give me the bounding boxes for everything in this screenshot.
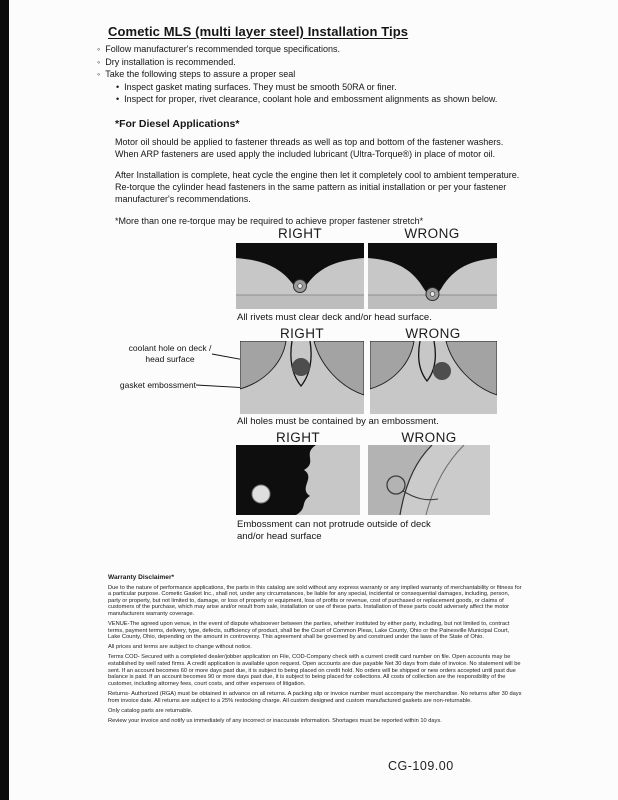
disclaimer-section — [108, 575, 522, 728]
coolant-wrong-illustration — [370, 341, 497, 414]
row3-caption: Embossment can not protrude outside of deck and/or head surface — [237, 519, 431, 542]
row2-caption: All holes must be contained by an embossment. — [237, 416, 439, 427]
disclaimer-heading: Warranty Disclaimer* — [108, 574, 175, 581]
disclaimer-paragraph: Returns- Authorized (RGA) must be obtained in advance on all returns. A packing slip or invoice number must accompany the merchandise. No returns after 30 days from invoice date. All returns are subject to a 25% restocking charge. All custom designed and custom manufactured gaskets are non-returnable. — [108, 690, 522, 704]
disclaimer-paragraph: Review your invoice and notify us immediately of any incorrect or inaccurate information. Shortages must be reported within 10 days. — [108, 717, 442, 724]
row2-wrong-label: WRONG — [405, 326, 461, 341]
embossment-callout-label: gasket embossment — [119, 380, 196, 390]
coolant-right-illustration — [240, 341, 364, 414]
bolt-hole-icon — [252, 485, 270, 503]
coolant-hole-icon — [433, 362, 451, 380]
row1-right-label: RIGHT — [278, 226, 322, 241]
diesel-section — [115, 118, 527, 227]
diesel-paragraph-1: Motor oil should be applied to fastener threads as well as top and bottom of the fastener washers. When ARP fasteners are used apply the included lubricant (Ultra-Torque®) in place of motor oil. — [115, 137, 504, 159]
embossment-wrong-illustration — [368, 445, 490, 515]
tip-subitem: • Inspect for proper, rivet clearance, coolant hole and embossment alignments as shown below. — [116, 93, 567, 106]
embossment-wrong-diagram — [368, 445, 490, 515]
diesel-paragraph-2: After Installation is complete, heat cycle the engine then let it completely cool to ambient temperature. Re-torque the cylinder head fasteners in the same pattern as initial installation or per your fastener manufacturer's recommendations. — [115, 170, 520, 204]
row3-right-label: RIGHT — [276, 430, 320, 445]
disclaimer-paragraph: Terms COD- Secured with a completed dealer/jobber application on File, COD-Company check with a current credit card number on file. Open accounts may be established by well rated firms. A credit application is available upon request. Open accounts are due payable Net 30 days from date of invoice. No statement will be sent. If an account becomes 60 or more days past due, it is subject to being placed on credit hold. No orders will be shipped or new orders accepted until past due balance is paid. If an account becomes 90 or more days past due, it is subject to being placed for collections. All costs of collection are the responsibility of the customer, including attorney fees, court costs, and other expenses of litigation. — [108, 654, 521, 687]
rivet-wrong-diagram — [368, 243, 497, 309]
coolant-wrong-diagram — [370, 341, 497, 414]
row1-caption: All rivets must clear deck and/or head surface. — [237, 312, 432, 323]
row3-wrong-label: WRONG — [401, 430, 457, 445]
embossment-right-illustration — [236, 445, 360, 515]
tip-item: ◦ Follow manufacturer's recommended torque specifications. — [97, 43, 567, 56]
disclaimer-paragraph: VENUE-The agreed upon venue, in the event of dispute whatsoever between the parties, whether instituted by either party, including, but not limited to, contract terms, payment terms, delivery, type, defects, sufficiency of product, shall be the Court of Common Pleas, Lake County, Ohio or the Painesville Municipal Court, Lake County, Ohio, depending on the amount in controversy. This agreement shall be governed by and construed under the laws of the State of Ohio. — [108, 621, 510, 641]
rivet-right-illustration — [236, 243, 364, 309]
retorque-note: *More than one re-torque may be required to achieve proper fastener stretch* — [115, 216, 424, 226]
coolant-callout-label: coolant hole on deck / head surface — [128, 343, 212, 364]
disclaimer-paragraph: All prices and terms are subject to change without notice. — [108, 644, 252, 651]
rivet-right-diagram — [236, 243, 364, 309]
coolant-right-diagram — [240, 341, 364, 414]
diesel-heading: *For Diesel Applications* — [115, 118, 240, 130]
tips-list — [97, 43, 567, 106]
tips-sublist — [116, 81, 567, 106]
footer-code: CG-109.00 — [388, 759, 454, 773]
row2-right-label: RIGHT — [280, 326, 324, 341]
disclaimer-paragraph: Only catalog parts are returnable. — [108, 707, 193, 714]
rivet-wrong-illustration — [368, 243, 497, 309]
coolant-hole-icon — [292, 358, 310, 376]
disclaimer-paragraph: Due to the nature of performance applications, the parts in this catalog are sold without any express warranty or any implied warranty of merchantability or fitness for a particular purpose. Cometic Gasket Inc., shall not, under any circumstances, be liable for any special, incidental or consequential damages, including, person, party or property, but not limited to, damage, or loss of property or equipment, loss of profits or revenue, cost of purchased or replacement goods, or claims of customers of the purchase, which may arise and/or result from sale, installation or use of these parts. Installation of these parts could adversely affect the motor manufacturers warranty coverage. — [108, 584, 522, 617]
tip-subitem: • Inspect gasket mating surfaces. They must be smooth 50RA or finer. — [116, 81, 567, 94]
page-title: Cometic MLS (multi layer steel) Installation Tips — [108, 24, 409, 39]
tip-item: ◦ Take the following steps to assure a proper seal — [97, 68, 567, 81]
row1-wrong-label: WRONG — [404, 226, 460, 241]
tip-item: ◦ Dry installation is recommended. — [97, 56, 567, 69]
page-left-border — [0, 0, 9, 800]
embossment-right-diagram — [236, 445, 360, 515]
